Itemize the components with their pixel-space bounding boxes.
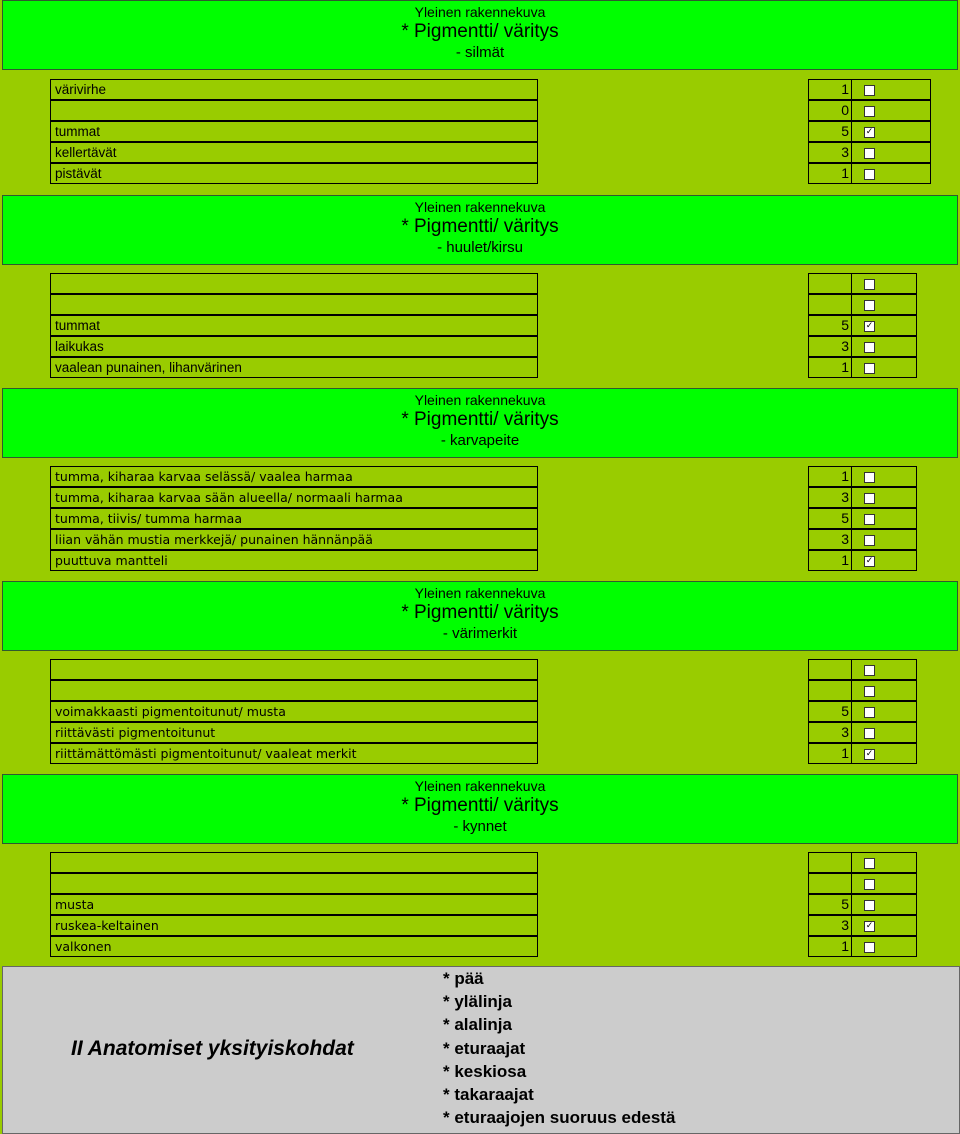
row-label: tumma, kiharaa karvaa sään alueella/ normaali harmaa [50,487,538,508]
row-score [808,680,852,701]
section-rows-varimerkit [0,659,960,764]
header-main: * Pigmentti/ väritys [401,21,559,42]
row-score: 1 [808,466,852,487]
section-rows-silmat [0,79,960,184]
row-label: tummat [50,315,538,336]
row-label: tumma, tiivis/ tumma harmaa [50,508,538,529]
row-score: 1 [808,163,852,184]
checkbox-cell [851,163,931,184]
table-row [0,273,960,294]
anatomy-item: * takaraajat [443,1085,534,1105]
table-row [0,357,960,378]
table-row [0,163,960,184]
checkbox[interactable] [864,728,875,739]
section-rows-kynnet [0,852,960,957]
table-row [0,936,960,957]
row-label [50,294,538,315]
checkbox-cell [851,550,917,571]
checkbox-cell [851,273,917,294]
row-score: 3 [808,487,852,508]
row-label: riittävästi pigmentoitunut [50,722,538,743]
row-label: riittämättömästi pigmentoitunut/ vaaleat merkit [50,743,538,764]
header-sup: Yleinen rakennekuva [414,585,546,601]
table-row [0,852,960,873]
checkbox[interactable] [864,342,875,353]
row-score: 5 [808,315,852,336]
row-score: 5 [808,894,852,915]
row-label: kellertävät [50,142,538,163]
row-score: 1 [808,743,852,764]
checkbox[interactable] [864,858,875,869]
section-rows-huulet [0,273,960,378]
row-label: värivirhe [50,79,538,100]
checkbox[interactable] [864,942,875,953]
row-label: valkonen [50,936,538,957]
row-label [50,680,538,701]
row-label: puuttuva mantteli [50,550,538,571]
checkbox-cell [851,680,917,701]
header-sub: - kynnet [453,818,507,835]
checkbox[interactable] [864,148,875,159]
checkbox-cell [851,142,931,163]
table-row [0,529,960,550]
row-score [808,294,852,315]
checkbox-cell [851,294,917,315]
table-row [0,121,960,142]
checkbox-cell [851,915,917,936]
anatomy-item: * eturaajojen suoruus edestä [443,1108,676,1128]
header-main: * Pigmentti/ väritys [401,795,559,816]
checkbox-cell [851,936,917,957]
row-score: 1 [808,936,852,957]
row-label: liian vähän mustia merkkejä/ punainen hännänpää [50,529,538,550]
table-row [0,466,960,487]
table-row [0,743,960,764]
header-sub: - karvapeite [440,432,520,449]
row-label [50,873,538,894]
checked-checkbox[interactable]: ✓ [865,127,874,137]
header-sub: - silmät [455,44,505,61]
row-label: tummat [50,121,538,142]
checkbox[interactable] [864,514,875,525]
row-score: 5 [808,701,852,722]
row-label [50,273,538,294]
row-score: 1 [808,550,852,571]
checkbox-cell [851,894,917,915]
checkbox-cell [851,873,917,894]
checked-checkbox[interactable]: ✓ [865,321,874,331]
row-score: 5 [808,121,852,142]
row-label [50,100,538,121]
checkbox[interactable] [864,279,875,290]
table-row [0,142,960,163]
row-label: laikukas [50,336,538,357]
row-score: 1 [808,357,852,378]
checkbox[interactable] [864,900,875,911]
table-row [0,680,960,701]
table-row [0,873,960,894]
section-header-varimerkit [2,581,958,651]
table-row [0,487,960,508]
anatomy-item: * pää [443,969,484,988]
table-row [0,894,960,915]
header-sup: Yleinen rakennekuva [414,199,546,215]
header-main: * Pigmentti/ väritys [401,409,559,430]
anatomy-item: * eturaajat [443,1038,526,1058]
table-row [0,294,960,315]
anatomy-list [443,967,675,1129]
table-row [0,701,960,722]
row-score: 3 [808,142,852,163]
checkbox[interactable] [864,535,875,546]
header-sup: Yleinen rakennekuva [414,778,546,794]
row-score: 3 [808,722,852,743]
checkbox-cell [851,315,917,336]
checkbox[interactable] [864,363,875,374]
table-row [0,722,960,743]
row-score: 1 [808,79,852,100]
header-main: * Pigmentti/ väritys [401,216,559,237]
checkbox-cell [851,79,931,100]
table-row [0,336,960,357]
checkbox[interactable] [864,707,875,718]
row-score: 3 [808,336,852,357]
table-row [0,915,960,936]
table-row [0,659,960,680]
anatomy-item: * keskiosa [443,1061,527,1081]
row-label [50,659,538,680]
row-score [808,852,852,873]
section-header-kynnet [2,774,958,844]
table-row [0,79,960,100]
checkbox[interactable] [864,686,875,697]
row-score [808,273,852,294]
checkbox-cell [851,121,931,142]
checkbox[interactable] [864,85,875,96]
row-score: 3 [808,915,852,936]
checkbox[interactable] [864,169,875,180]
checkbox-cell [851,659,917,680]
section-header-huulet [2,195,958,265]
table-row [0,550,960,571]
checkbox-cell [851,466,917,487]
header-sup: Yleinen rakennekuva [414,392,546,408]
row-score: 3 [808,529,852,550]
section-header-silmat [2,0,958,70]
checkbox-cell [851,100,931,121]
row-label: pistävät [50,163,538,184]
checkbox-cell [851,852,917,873]
checkbox[interactable] [864,879,875,890]
table-row [0,508,960,529]
row-score [808,659,852,680]
checkbox[interactable] [864,493,875,504]
checkbox-cell [851,487,917,508]
checkbox-cell [851,722,917,743]
checked-checkbox[interactable]: ✓ [865,921,874,931]
table-row [0,315,960,336]
checked-checkbox[interactable]: ✓ [865,556,874,566]
anatomy-item: * ylälinja [443,992,512,1012]
checkbox-cell [851,336,917,357]
checkbox[interactable] [864,472,875,483]
checked-checkbox[interactable]: ✓ [865,749,874,759]
row-label: voimakkaasti pigmentoitunut/ musta [50,701,538,722]
checkbox[interactable] [864,665,875,676]
section-rows-karvapeite [0,466,960,571]
row-score [808,873,852,894]
checkbox-cell [851,508,917,529]
anatomy-title: II Anatomiset yksityiskohdat [71,1037,354,1060]
header-sub: - värimerkit [442,625,518,642]
row-label: ruskea-keltainen [50,915,538,936]
checkbox[interactable] [864,106,875,117]
anatomy-panel [2,966,960,1134]
table-row [0,100,960,121]
checkbox-cell [851,529,917,550]
checkbox[interactable] [864,300,875,311]
header-sup: Yleinen rakennekuva [414,4,546,20]
row-label: musta [50,894,538,915]
header-main: * Pigmentti/ väritys [401,602,559,623]
checkbox-cell [851,357,917,378]
row-score: 5 [808,508,852,529]
checkbox-cell [851,701,917,722]
row-label: vaalean punainen, lihanvärinen [50,357,538,378]
header-sub: - huulet/kirsu [437,239,523,256]
section-header-karvapeite [2,388,958,458]
anatomy-item: * alalinja [443,1015,512,1035]
row-score: 0 [808,100,852,121]
checkbox-cell [851,743,917,764]
row-label: tumma, kiharaa karvaa selässä/ vaalea harmaa [50,466,538,487]
row-label [50,852,538,873]
